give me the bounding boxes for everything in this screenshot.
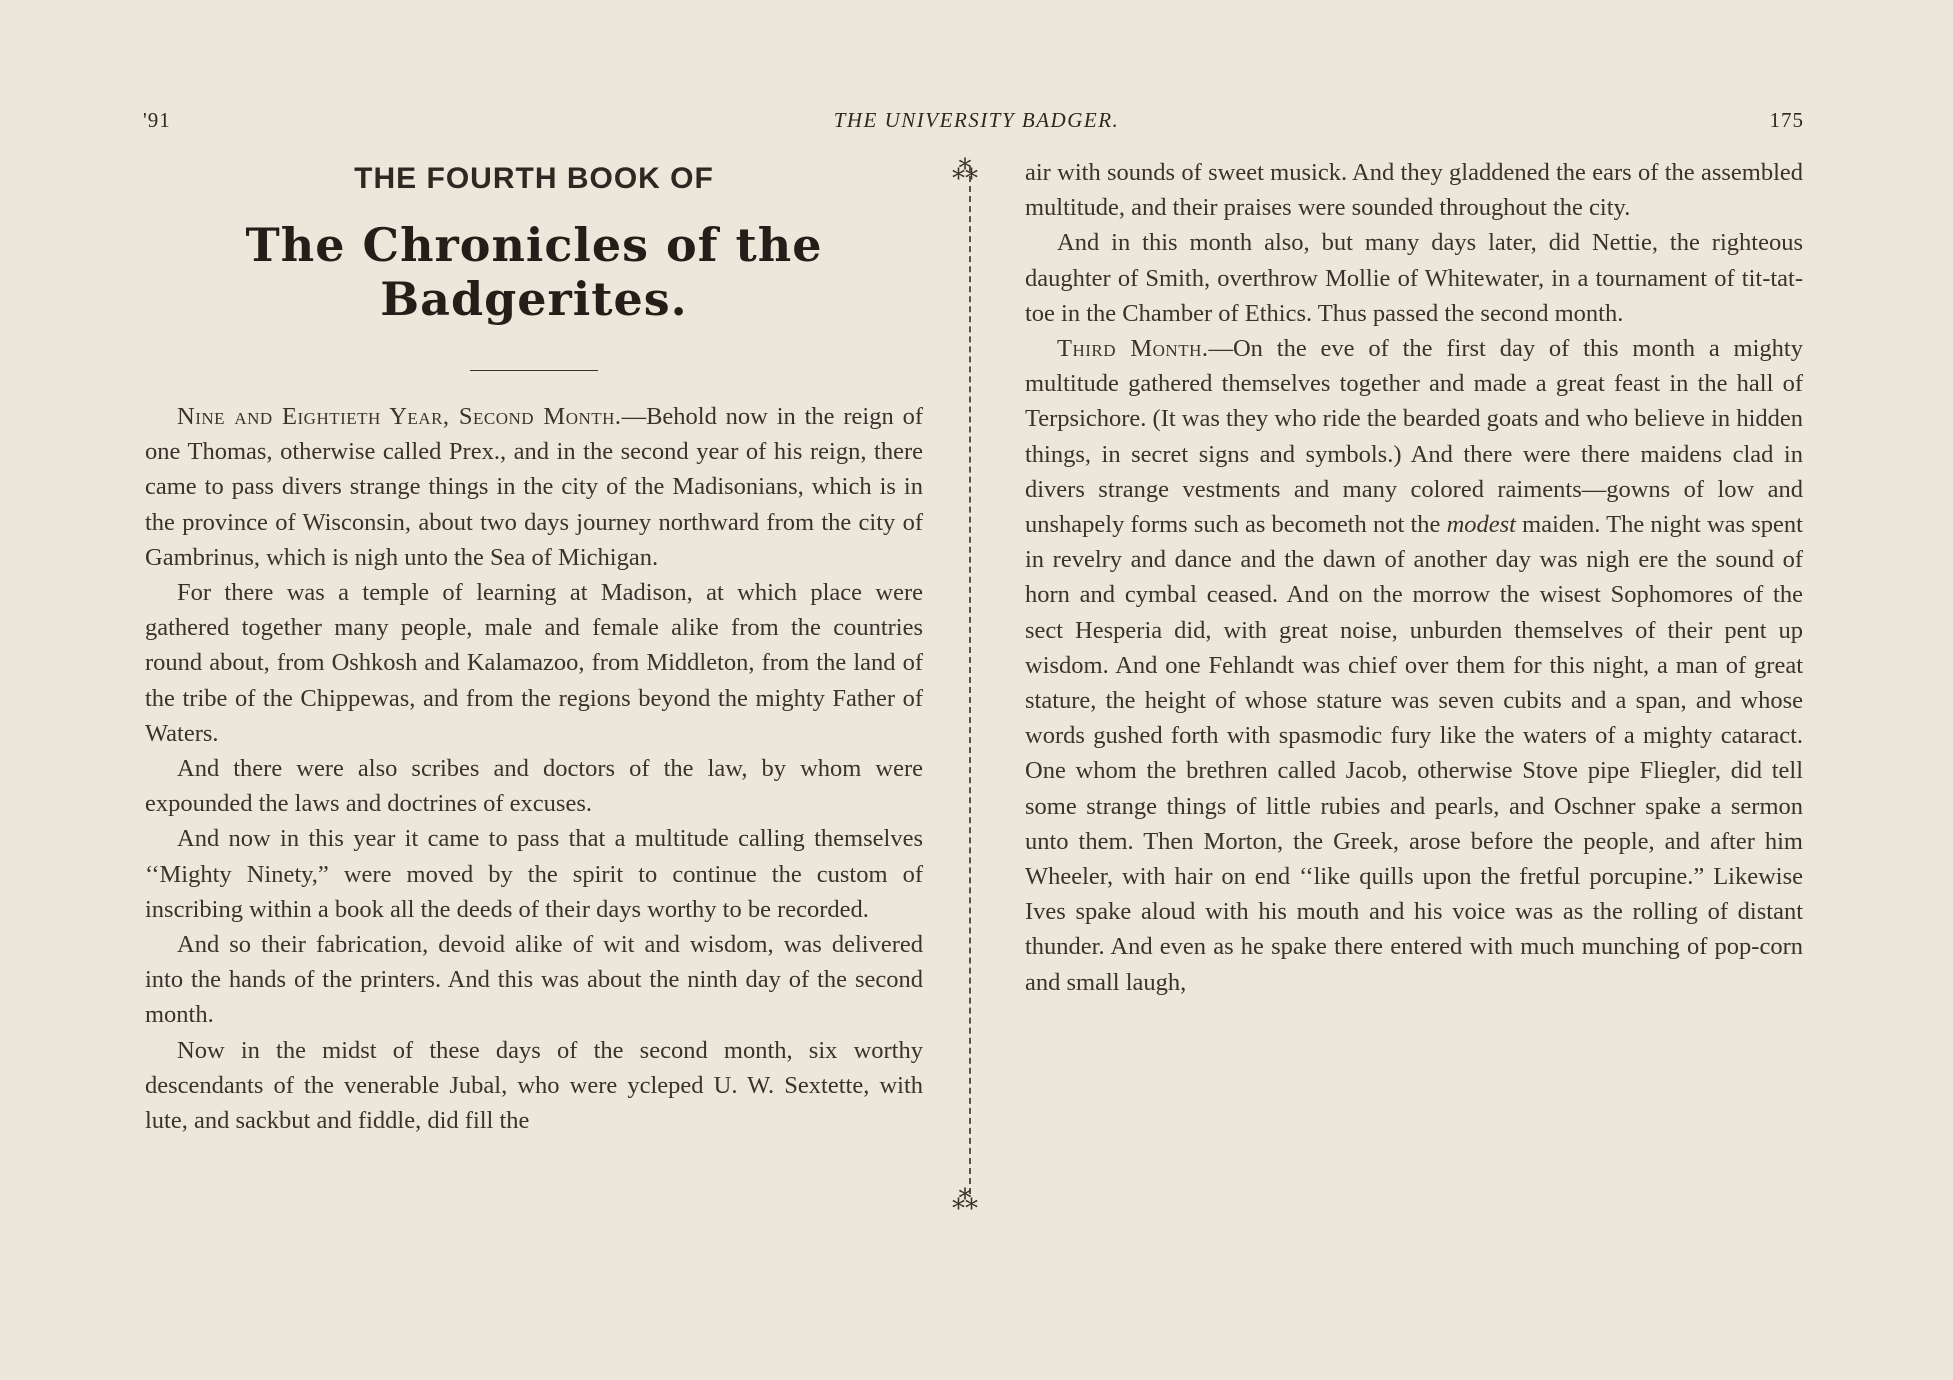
italic-word: modest — [1446, 511, 1516, 539]
paragraph — [1025, 331, 1803, 1000]
paragraph: air with sounds of sweet musick. And they gladdened the ears of the assembled multitude, and their praises were sounded throughout the city. — [1025, 159, 1803, 222]
ornament-bottom-icon: ⁂ — [952, 1186, 978, 1215]
title-rule — [470, 370, 598, 371]
right-column — [1025, 155, 1803, 1000]
year-marker: '91 — [143, 108, 171, 132]
paragraph-text: maiden. The night was spent in revelry and dance and the dawn of another day was nigh ere the sound of horn and cymbal ceased. And on the morrow the wisest Sophomores of the sect Hesperia did, with great noise, unburden themselves of their pent up wisdom. And one Fehlandt was chief over them for this night, a man of great stature, the height of whose stature was seven cubits and a span, and whose words gushed forth with spasmodic fury like the waters of a mighty cataract. One whom the brethren called Jacob, otherwise Stove pipe Fliegler, did tell some strange things of little rubies and pearls, and Oschner spake a sermon unto them. Then Morton, the Greek, arose before the people, and after him Wheeler, with hair on end ‘‘like quills upon the fretful porcupine.” Likewise Ives spake aloud with his mouth and his voice was as the rolling of distant thunder. And even as he spake there entered with much munching of pop-corn and small laugh, — [1025, 511, 1803, 996]
paragraph-text: —Behold now in the reign of one Thomas, otherwise called Prex., and in the second year of his reign, there came to pass divers strange things in the city of the Madisonians, which is in the province of Wisconsin, about two days journey northward from the city of Gambrinus, which is nigh unto the Sea of Michigan. — [145, 403, 923, 571]
paragraph: And now in this year it came to pass that a multitude calling themselves ‘‘Mighty Ninety,” were moved by the spirit to continue the custom of inscribing within a book all the deeds of their days worthy to be recorded. — [145, 825, 923, 923]
paragraph: And there were also scribes and doctors of the law, by whom were expounded the laws and doctrines of excuses. — [145, 755, 923, 818]
paragraph: And in this month also, but many days later, did Nettie, the righteous daughter of Smith, overthrow Mollie of Whitewater, in a tournament of tit-tat-toe in the Chamber of Ethics. Thus passed the second month. — [1025, 229, 1803, 327]
paragraph: And so their fabrication, devoid alike of wit and wisdom, was delivered into the hands of the printers. And this was about the ninth day of the second month. — [145, 931, 923, 1029]
ornament-top-icon: ⁂ — [952, 156, 978, 185]
book-heading: THE FOURTH BOOK OF — [354, 162, 714, 195]
section-lead: Third Month. — [1057, 335, 1209, 363]
page-number: 175 — [1769, 108, 1804, 132]
running-title: THE UNIVERSITY BADGER. — [833, 108, 1120, 132]
section-lead: Nine and Eightieth Year, Second Month. — [177, 403, 622, 430]
column-divider — [969, 166, 973, 1194]
left-column — [145, 162, 923, 1138]
paragraph: Now in the midst of these days of the second month, six worthy descendants of the venerable Jubal, who were ycleped U. W. Sextette, with lute, and sackbut and fiddle, did fill the — [145, 1036, 923, 1135]
paragraph — [145, 399, 923, 575]
paragraph: For there was a temple of learning at Madison, at which place were gathered together many people, male and female alike from the countries round about, from Oshkosh and Kalamazoo, from Middleton, from the land of the tribe of the Chippewas, and from the regions beyond the mighty Father of Waters. — [145, 579, 923, 747]
chronicles-title: The Chronicles of the Badgerites. — [245, 218, 823, 326]
paragraph-text: —On the eve of the first day of this month a mighty multitude gathered themselves together and made a great feast in the hall of Terpsichore. (It was they who ride the bearded goats and who believe in hidden things, in secret signs and symbols.) And there were there maidens clad in divers strange vestments and many colored raiments—gowns of low and unshapely forms such as becometh not the — [1025, 335, 1803, 539]
